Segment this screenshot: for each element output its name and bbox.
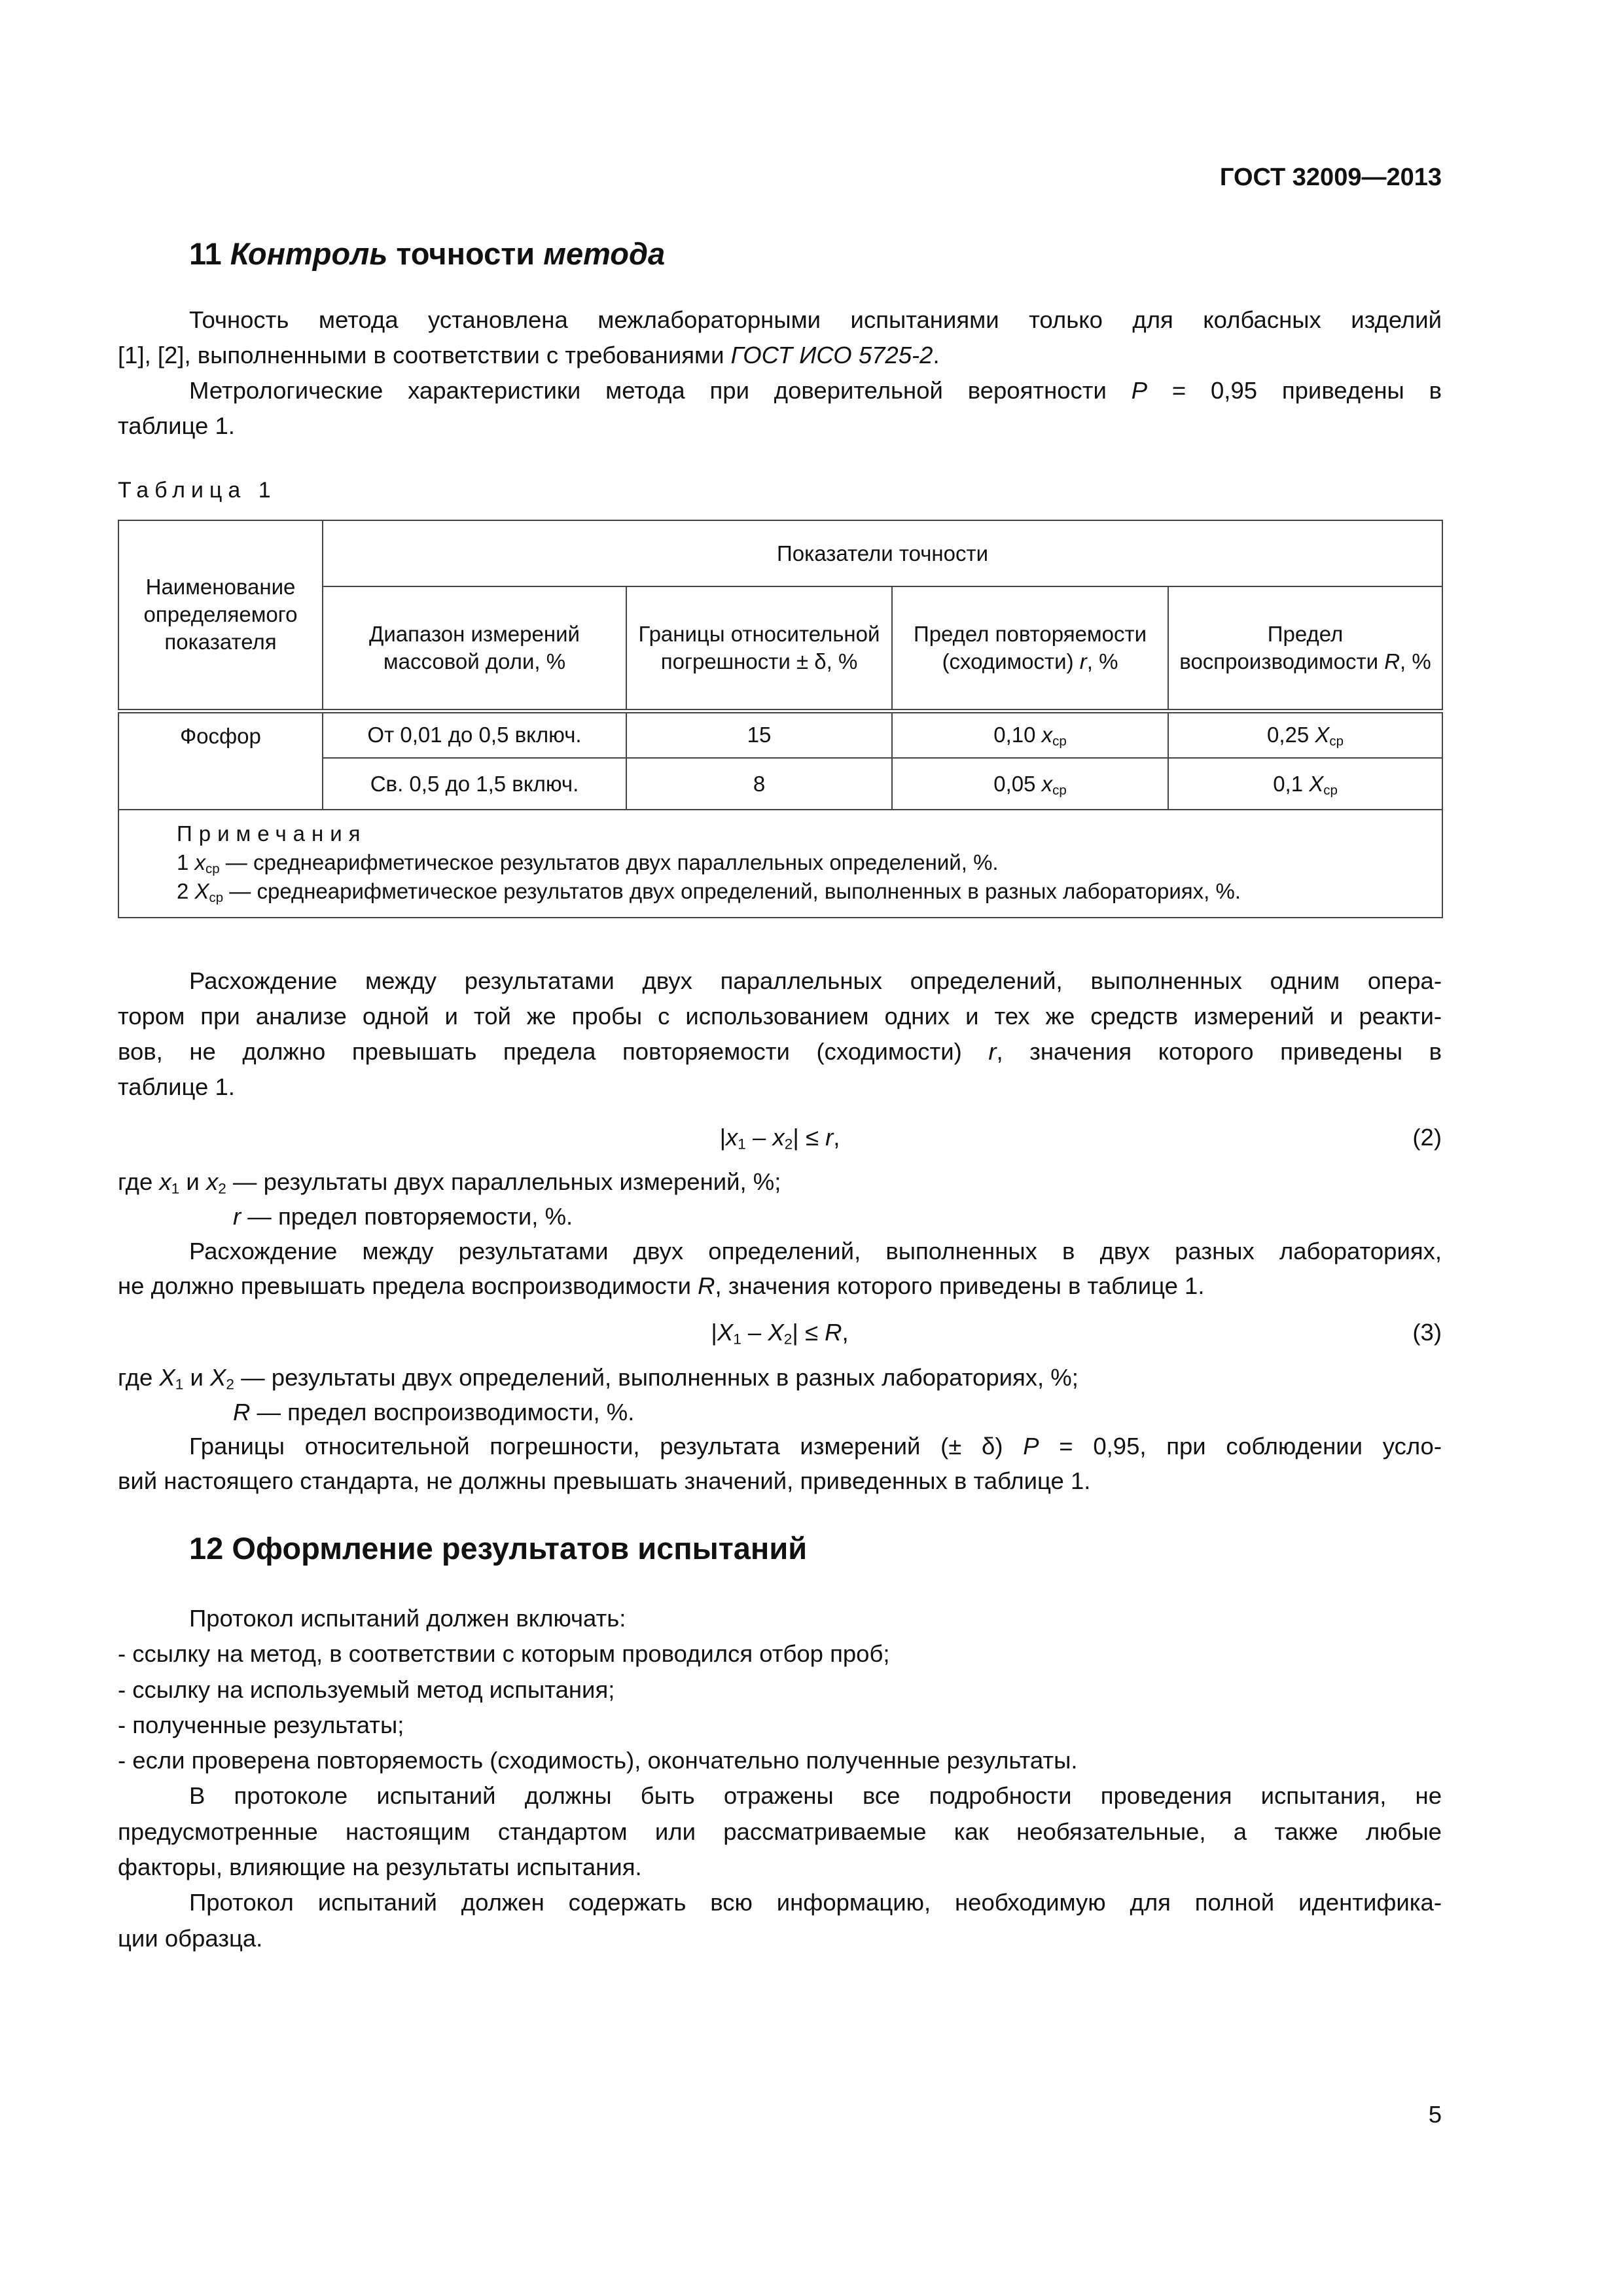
list-item: - ссылку на используемый метод испытания;	[118, 1676, 615, 1703]
text-line	[118, 302, 1442, 338]
text-segment: , значения которого приведены в	[996, 1038, 1442, 1065]
text-line	[118, 1034, 1442, 1069]
text-line	[118, 999, 1442, 1034]
text-segment: , значения которого приведены в таблице 1.	[715, 1272, 1205, 1299]
list-item: - если проверена повторяемость (сходимость), окончательно полученные результаты.	[118, 1747, 1078, 1774]
text-segment: | ≤	[792, 1319, 825, 1346]
text-segment: Точность метода установлена межлабораторными испытаниями только для колбасных изделий	[189, 306, 1442, 333]
table-cell	[323, 711, 626, 758]
text-line	[118, 1885, 1442, 1920]
text-segment: факторы, влияющие на результаты испытания.	[118, 1854, 642, 1881]
indicator-cell	[118, 711, 323, 810]
text-segment: x	[205, 1168, 219, 1195]
text-segment: не должно превышать предела воспроизводимости	[118, 1272, 698, 1299]
text-line	[118, 1601, 1442, 1636]
text-segment: метода	[543, 236, 666, 271]
text-line	[118, 1069, 1442, 1105]
header-error-bounds	[626, 586, 892, 711]
text-line	[233, 1199, 1442, 1234]
text-segment: ср	[1329, 734, 1344, 749]
table-row	[118, 711, 1442, 758]
text-segment: Границы относительной погрешности ± δ, %	[638, 621, 880, 673]
text-segment: 1	[171, 1180, 180, 1197]
text-segment: = 0,95, при соблюдении усло-	[1039, 1433, 1442, 1460]
text-segment: 15	[747, 723, 772, 747]
text-segment: предусмотренные настоящим стандартом или рассматриваемые как необязательные, а также любые	[118, 1818, 1442, 1845]
text-segment: Расхождение между результатами двух определений, выполненных в двух разных лабораториях,	[189, 1238, 1442, 1265]
paragraph	[118, 1778, 1442, 1885]
formula-3-number: (3)	[1412, 1319, 1442, 1346]
text-segment: X	[717, 1319, 734, 1346]
header-accuracy-group	[323, 520, 1442, 586]
text-segment: P	[1131, 377, 1148, 404]
text-segment: ГОСТ ИСО 5725-2	[730, 342, 933, 368]
text-segment: — результаты двух параллельных измерений, %;	[226, 1168, 781, 1195]
table-cell	[1168, 758, 1442, 810]
header-range	[323, 586, 626, 711]
text-segment: Границы относительной погрешности, результата измерений (± δ)	[189, 1433, 1024, 1460]
text-segment: — предел воспроизводимости, %.	[250, 1398, 635, 1426]
text-segment: | ≤	[793, 1124, 826, 1151]
text-segment: –	[745, 1124, 773, 1151]
text-segment: , %	[1086, 649, 1118, 673]
section-12-body	[118, 1601, 1442, 1956]
text-segment: [1], [2], выполненными в соответствии с требованиями	[118, 342, 731, 368]
text-segment: 2	[784, 1136, 793, 1153]
text-segment: 0,25	[1267, 723, 1315, 747]
text-segment: Фосфор	[180, 723, 261, 748]
text-segment: 2	[218, 1180, 226, 1197]
paragraph	[118, 963, 1442, 1105]
text-segment: |	[719, 1124, 726, 1151]
text-segment: ции образца.	[118, 1924, 263, 1952]
text-segment: x	[772, 1124, 785, 1151]
header-reproducibility	[1168, 586, 1442, 711]
text-segment: — среднеарифметическое результатов двух параллельных определений, %.	[219, 850, 999, 874]
text-line	[233, 1395, 1442, 1430]
text-segment: X	[1315, 723, 1330, 747]
header-indicator-name	[118, 520, 323, 711]
text-line	[118, 1164, 1442, 1199]
paragraph	[118, 1234, 1442, 1303]
text-segment: ср	[1052, 734, 1067, 749]
section-11-intro	[118, 302, 1442, 444]
text-segment: r	[233, 1203, 241, 1230]
note-2	[177, 877, 1442, 906]
text-segment: r	[825, 1124, 834, 1151]
text-segment: R	[1384, 649, 1400, 673]
text-segment: — результаты двух определений, выполненных в разных лабораториях, %;	[234, 1364, 1079, 1391]
document-number: ГОСТ 32009—2013	[1219, 164, 1442, 191]
text-segment: ср	[1052, 782, 1067, 798]
table-cell	[626, 711, 892, 758]
text-line	[118, 963, 1442, 999]
table-caption: Таблица 1	[118, 478, 277, 503]
text-segment: R	[233, 1398, 251, 1426]
text-segment: X	[1309, 771, 1324, 796]
text-segment: где	[118, 1364, 160, 1391]
text-line	[118, 1361, 1442, 1395]
text-segment: P	[1023, 1433, 1039, 1460]
text-segment: r	[988, 1038, 997, 1065]
text-segment: r	[1079, 649, 1087, 673]
list-item: - полученные результаты;	[118, 1711, 404, 1738]
text-segment: X	[210, 1364, 226, 1391]
text-segment: 2	[783, 1331, 793, 1348]
text-segment: –	[741, 1319, 768, 1346]
text-line	[118, 408, 1442, 444]
table-cell	[323, 758, 626, 810]
text-segment: 11	[189, 236, 230, 271]
text-segment: 8	[753, 771, 766, 796]
text-segment: ср	[1323, 782, 1338, 798]
text-segment: R	[825, 1319, 842, 1346]
where-line	[118, 1395, 1442, 1430]
text-line	[118, 1464, 1442, 1499]
requirements-list	[118, 1636, 1442, 1778]
text-segment: Св. 0,5 до 1,5 включ.	[370, 771, 579, 796]
text-line	[118, 1921, 1442, 1956]
paragraph	[118, 1429, 1442, 1498]
table-notes	[118, 810, 1442, 918]
text-line	[118, 1234, 1442, 1268]
note-1	[177, 848, 1442, 877]
text-segment: ср	[209, 890, 224, 906]
header-repeatability	[892, 586, 1168, 711]
text-segment: — предел повторяемости, %.	[241, 1203, 573, 1230]
section-12-heading: 12 Оформление результатов испытаний	[189, 1531, 808, 1566]
text-segment: X	[159, 1364, 175, 1391]
paragraph	[118, 1601, 1442, 1636]
text-segment: Наименование определяемого показателя	[143, 575, 298, 655]
text-segment: 1	[175, 1376, 184, 1393]
text-segment: Показатели точности	[777, 541, 989, 565]
text-segment: таблице 1.	[118, 1073, 235, 1100]
text-segment: R	[698, 1272, 715, 1299]
text-segment: |	[711, 1319, 717, 1346]
repeatability-text	[118, 963, 1442, 1105]
text-segment: ,	[842, 1319, 849, 1346]
accuracy-table	[118, 520, 1443, 918]
text-segment: 0,05	[993, 771, 1042, 796]
where-line	[118, 1164, 1442, 1199]
text-segment: Протокол испытаний должен включать:	[189, 1605, 626, 1632]
section-11-heading	[189, 236, 665, 272]
where-line	[118, 1361, 1442, 1395]
formula-3-explanation	[118, 1361, 1442, 1498]
text-segment: точности	[387, 236, 544, 271]
page-number: 5	[1428, 2101, 1442, 2128]
text-segment: 1	[177, 850, 195, 874]
paragraph	[118, 373, 1442, 444]
formula-2-number: (2)	[1412, 1124, 1442, 1151]
text-line	[118, 1429, 1442, 1464]
paragraph	[118, 302, 1442, 373]
text-line	[118, 1268, 1442, 1303]
text-segment: Протокол испытаний должен содержать всю информацию, необходимую для полной идентифика-	[189, 1889, 1442, 1916]
text-segment: = 0,95 приведены в	[1147, 377, 1442, 404]
table-cell	[892, 711, 1168, 758]
paragraph	[118, 1885, 1442, 1956]
text-line	[118, 338, 1442, 373]
text-segment: 0,1	[1273, 771, 1310, 796]
text-segment: 1	[733, 1331, 741, 1348]
text-segment: вий настоящего стандарта, не должны превышать значений, приведенных в таблице 1.	[118, 1467, 1091, 1494]
text-segment: и	[183, 1364, 211, 1391]
text-segment: Метрологические характеристики метода при доверительной вероятности	[189, 377, 1132, 404]
text-segment: X	[768, 1319, 784, 1346]
notes-title: Примечания	[177, 821, 367, 846]
text-segment: X	[194, 879, 209, 903]
text-segment: .	[933, 342, 940, 368]
text-segment: От 0,01 до 0,5 включ.	[367, 723, 582, 747]
text-segment: — среднеарифметическое результатов двух определений, выполненных в разных лабораториях, %.	[223, 879, 1241, 903]
text-segment: x	[1041, 771, 1053, 796]
text-segment: Контроль	[230, 236, 388, 271]
text-line	[118, 1778, 1442, 1814]
text-segment: 1	[738, 1136, 746, 1153]
where-line	[118, 1199, 1442, 1234]
text-segment: , %	[1400, 649, 1431, 673]
table-cell	[892, 758, 1168, 810]
text-line	[118, 373, 1442, 408]
text-segment: x	[159, 1168, 171, 1195]
text-segment: 0,10	[993, 723, 1042, 747]
table-cell	[626, 758, 892, 810]
list-item: - ссылку на метод, в соответствии с которым проводился отбор проб;	[118, 1640, 890, 1668]
text-segment: 2	[226, 1376, 234, 1393]
text-segment: x	[1041, 723, 1053, 747]
text-segment: x	[194, 850, 206, 874]
table-cell	[1168, 711, 1442, 758]
text-segment: x	[726, 1124, 738, 1151]
text-segment: и	[179, 1168, 206, 1195]
text-segment: ср	[205, 861, 220, 877]
text-segment: Расхождение между результатами двух параллельных определений, выполненных одним опера-	[189, 967, 1442, 994]
formula-2-explanation	[118, 1164, 1442, 1303]
text-segment: Предел повторяемости (сходимости)	[913, 621, 1147, 673]
text-segment: тором при анализе одной и той же пробы с использованием одних и тех же средств измерений и реакти-	[118, 1003, 1442, 1030]
formula-2	[118, 1120, 1442, 1155]
text-line	[118, 1814, 1442, 1850]
text-segment: 2	[177, 879, 195, 903]
formula-3	[118, 1315, 1442, 1350]
text-segment: где	[118, 1168, 160, 1195]
text-segment: ,	[833, 1124, 840, 1151]
text-line	[118, 1850, 1442, 1885]
text-segment: Предел воспроизводимости	[1179, 621, 1385, 673]
text-segment: вов, не должно превышать предела повторяемости (сходимости)	[118, 1038, 989, 1065]
text-segment: таблице 1.	[118, 412, 235, 439]
text-segment: В протоколе испытаний должны быть отражены все подробности проведения испытания, не	[189, 1782, 1442, 1810]
text-segment: Диапазон измерений массовой доли, %	[369, 621, 580, 673]
